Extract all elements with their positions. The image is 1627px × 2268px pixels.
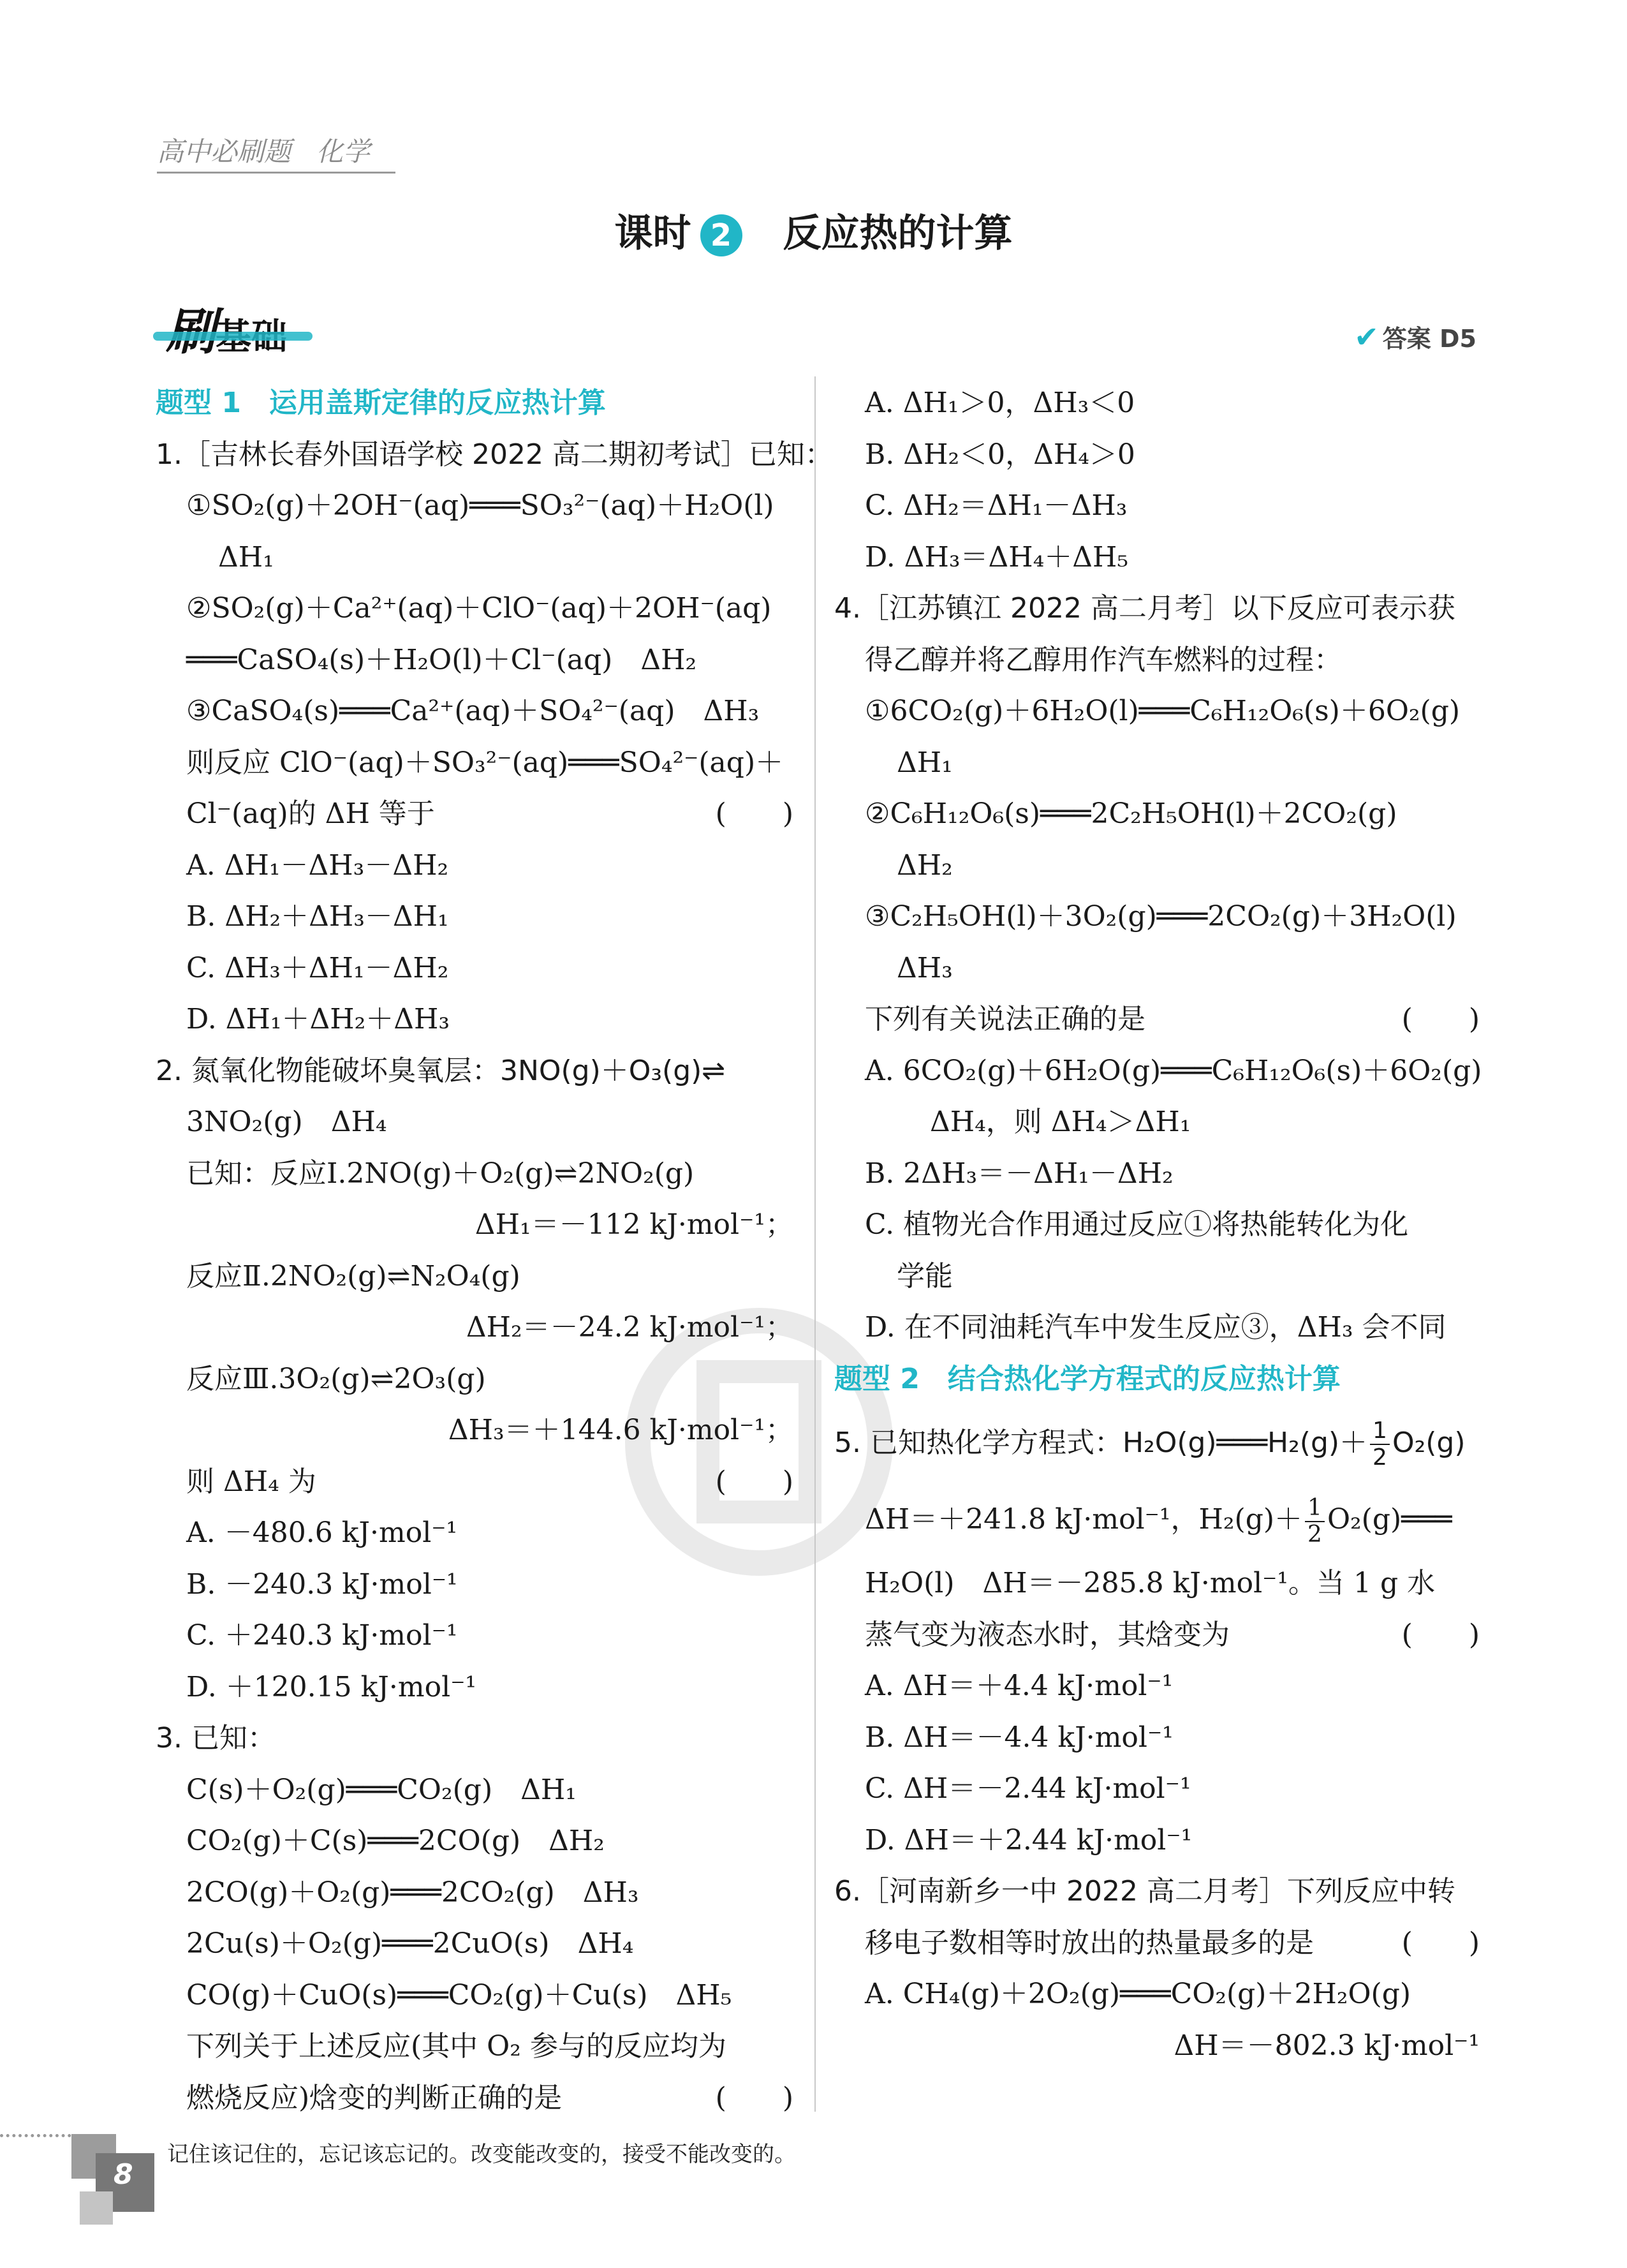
text-line — [834, 891, 1480, 943]
line-text: Cl⁻(aq)的 ΔH 等于 — [186, 797, 435, 830]
line-text: B. ΔH₂＜0，ΔH₄＞0 — [865, 438, 1135, 471]
line-text: D. ΔH＝＋2.44 kJ·mol⁻¹ — [865, 1823, 1193, 1857]
line-text: ΔH₃ — [897, 951, 953, 984]
text-line — [834, 994, 1480, 1046]
footer-motto: 记住该记住的，忘记该忘记的。改变能改变的，接受不能改变的。 — [167, 2142, 796, 2167]
line-text: 题型 1 运用盖斯定律的反应热计算 — [156, 387, 606, 419]
line-text: ΔH₁ — [218, 540, 274, 574]
footer-square-decoration — [80, 2191, 113, 2225]
question-line — [834, 583, 1480, 635]
text-line — [156, 686, 793, 737]
section-badge — [166, 292, 287, 364]
line-text: CO₂(g)＋C(s)═══2CO(g) ΔH₂ — [186, 1825, 605, 1857]
text-line — [156, 1251, 793, 1303]
line-text: A. －480.6 kJ·mol⁻¹ — [186, 1516, 458, 1549]
line-text: A. ΔH₁＞0，ΔH₃＜0 — [865, 387, 1135, 419]
text-line — [156, 532, 793, 584]
section-heading — [834, 1354, 1480, 1405]
line-text: ΔH＝－802.3 kJ·mol⁻¹ — [1174, 2029, 1480, 2062]
left-column — [156, 378, 833, 2124]
text-line — [156, 1765, 793, 1816]
text-line — [834, 532, 1480, 584]
subject-name: 化学 — [316, 136, 371, 167]
line-text: 燃烧反应)焓变的判断正确的是 — [186, 2081, 563, 2114]
question-line — [156, 429, 833, 481]
text-line — [834, 1302, 1480, 1354]
line-text: 2CO(g)＋O₂(g)═══2CO₂(g) ΔH₃ — [186, 1876, 639, 1909]
line-text: 6.［河南新乡一中 2022 高二月考］下列反应中转 — [834, 1875, 1455, 1908]
page-footer — [0, 2128, 1627, 2268]
line-text: C. ΔH＝－2.44 kJ·mol⁻¹ — [865, 1772, 1191, 1805]
line-text: D. ΔH₃＝ΔH₄＋ΔH₅ — [865, 540, 1129, 574]
line-text: 反应Ⅱ.2NO₂(g)⇌N₂O₄(g) — [186, 1259, 520, 1293]
line-text: 题型 2 结合热化学方程式的反应热计算 — [834, 1362, 1341, 1395]
fraction-denominator: 2 — [1373, 1444, 1387, 1471]
text-line — [156, 635, 793, 686]
line-text: 下列有关说法正确的是 — [865, 1003, 1145, 1035]
line-text: ②C₆H₁₂O₆(s)═══2C₂H₅OH(l)＋2CO₂(g) — [865, 797, 1397, 830]
lesson-name: 反应热的计算 — [783, 211, 1013, 256]
answer-bracket: ( ) — [715, 797, 793, 830]
line-text: 则 ΔH₄ 为 — [186, 1465, 316, 1498]
line-text-after: O₂(g) — [1392, 1427, 1466, 1459]
fraction-numerator: 1 — [1305, 1497, 1325, 1522]
answer-bracket: ( ) — [1401, 1618, 1480, 1651]
line-text: 3. 已知： — [156, 1722, 276, 1754]
line-text: ①6CO₂(g)＋6H₂O(l)═══C₆H₁₂O₆(s)＋6O₂(g) — [865, 695, 1461, 727]
line-text: 2Cu(s)＋O₂(g)═══2CuO(s) ΔH₄ — [186, 1927, 634, 1960]
fraction — [1305, 1494, 1325, 1548]
line-text: A. 6CO₂(g)＋6H₂O(g)═══C₆H₁₂O₆(s)＋6O₂(g) — [865, 1054, 1482, 1087]
line-text: ③C₂H₅OH(l)＋3O₂(g)═══2CO₂(g)＋3H₂O(l) — [865, 900, 1457, 933]
line-text: ΔH₃＝＋144.6 kJ·mol⁻¹； — [448, 1414, 793, 1446]
text-line — [834, 378, 1480, 429]
text-line — [834, 480, 1480, 532]
line-text: ΔH₂＝－24.2 kJ·mol⁻¹； — [466, 1311, 793, 1344]
text-line — [156, 840, 793, 892]
line-text: ΔH₁＝－112 kJ·mol⁻¹； — [475, 1208, 793, 1241]
line-text: C. ΔH₃＋ΔH₁－ΔH₂ — [186, 951, 449, 984]
lesson-title — [0, 203, 1627, 258]
line-text: D. ＋120.15 kJ·mol⁻¹ — [186, 1670, 477, 1703]
answer-bracket: ( ) — [715, 1465, 793, 1498]
answer-reference — [1354, 319, 1476, 354]
right-column — [834, 378, 1480, 2072]
text-line — [834, 1148, 1480, 1200]
line-text: CO(g)＋CuO(s)═══CO₂(g)＋Cu(s) ΔH₅ — [186, 1978, 732, 2012]
brush-stroke-decoration — [153, 332, 313, 341]
text-line — [156, 583, 793, 635]
text-line — [156, 1867, 793, 1919]
text-line — [834, 686, 1480, 737]
line-text: 移电子数相等时放出的热量最多的是 — [865, 1926, 1314, 1959]
text-line — [834, 1815, 1480, 1867]
line-text: 下列关于上述反应(其中 O₂ 参与的反应均为 — [186, 2030, 726, 2063]
line-text: 已知：反应Ⅰ.2NO(g)＋O₂(g)⇌2NO₂(g) — [186, 1157, 695, 1190]
text-line — [834, 943, 1480, 995]
checkmark-icon: ✔ — [1354, 320, 1379, 354]
text-line — [156, 1610, 793, 1662]
text-line — [834, 1918, 1480, 1969]
line-text: 3NO₂(g) ΔH₄ — [186, 1106, 387, 1138]
text-line — [156, 789, 793, 840]
line-text: 则反应 ClO⁻(aq)＋SO₃²⁻(aq)═══SO₄²⁻(aq)＋ — [186, 746, 784, 779]
text-line — [156, 1970, 793, 2022]
text-line — [156, 891, 793, 943]
text-line — [156, 943, 793, 995]
text-line — [834, 840, 1480, 892]
text-line — [156, 1097, 793, 1148]
line-text-after: O₂(g)═══ — [1327, 1503, 1452, 1536]
answer-bracket: ( ) — [1401, 1926, 1480, 1959]
line-text: D. 在不同油耗汽车中发生反应③，ΔH₃ 会不同 — [865, 1311, 1447, 1344]
text-line — [156, 2021, 793, 2073]
line-text: A. ΔH₁－ΔH₃－ΔH₂ — [186, 849, 449, 882]
text-line — [156, 994, 793, 1046]
text-line — [156, 1456, 793, 1508]
text-line — [156, 1816, 793, 1867]
line-text: 学能 — [897, 1259, 953, 1293]
line-text: ΔH₁ — [897, 746, 953, 779]
running-header — [157, 131, 395, 174]
line-text: C. ＋240.3 kJ·mol⁻¹ — [186, 1619, 458, 1652]
column-divider — [814, 376, 816, 2112]
text-line — [834, 737, 1480, 789]
line-text: A. ΔH＝＋4.4 kJ·mol⁻¹ — [865, 1670, 1174, 1702]
text-line — [834, 429, 1480, 481]
text-line — [834, 1046, 1480, 1097]
line-text: ΔH₄，则 ΔH₄＞ΔH₁ — [930, 1106, 1191, 1138]
text-line — [834, 2020, 1480, 2072]
question-line — [834, 1405, 1480, 1481]
text-line — [834, 1481, 1480, 1558]
text-line — [156, 1918, 793, 1970]
line-text: B. 2ΔH₃＝－ΔH₁－ΔH₂ — [865, 1157, 1174, 1190]
text-line — [834, 1199, 1480, 1251]
line-text: 1.［吉林长春外国语学校 2022 高二期初考试］已知： — [156, 438, 833, 471]
page-number: 8 — [114, 2158, 133, 2191]
line-text: ΔH₂ — [897, 849, 953, 882]
line-text: H₂O(l) ΔH＝－285.8 kJ·mol⁻¹。当 1 g 水 — [865, 1567, 1436, 1599]
lesson-number-badge: 2 — [700, 214, 742, 256]
line-text: 2. 氮氧化物能破坏臭氧层：3NO(g)＋O₃(g)⇌ — [156, 1054, 726, 1087]
line-text: C(s)＋O₂(g)═══CO₂(g) ΔH₁ — [186, 1773, 577, 1806]
text-line — [156, 480, 793, 532]
lesson-prefix: 课时 — [614, 211, 691, 256]
text-line — [834, 789, 1480, 840]
text-line — [156, 1354, 793, 1405]
line-text: ①SO₂(g)＋2OH⁻(aq)═══SO₃²⁻(aq)＋H₂O(l) — [186, 489, 774, 522]
text-line — [156, 1199, 793, 1251]
answer-bracket: ( ) — [1401, 1003, 1480, 1035]
line-text: ②SO₂(g)＋Ca²⁺(aq)＋ClO⁻(aq)＋2OH⁻(aq) — [186, 592, 772, 625]
line-text: B. ΔH₂＋ΔH₃－ΔH₁ — [186, 900, 449, 933]
answer-ref-text: 答案 D5 — [1382, 325, 1476, 353]
line-text: ═══CaSO₄(s)＋H₂O(l)＋Cl⁻(aq) ΔH₂ — [186, 643, 697, 676]
line-text: ΔH＝＋241.8 kJ·mol⁻¹，H₂(g)＋ — [865, 1503, 1303, 1536]
text-line — [834, 635, 1480, 686]
text-line — [156, 1148, 793, 1200]
text-line — [834, 1969, 1480, 2020]
line-text: A. CH₄(g)＋2O₂(g)═══CO₂(g)＋2H₂O(g) — [865, 1978, 1411, 2010]
fraction-denominator: 2 — [1307, 1521, 1322, 1548]
text-line — [834, 1610, 1480, 1661]
book-name: 高中必刷题 — [157, 136, 291, 167]
question-line — [156, 1713, 793, 1765]
line-text: B. －240.3 kJ·mol⁻¹ — [186, 1568, 458, 1601]
text-line — [156, 1559, 793, 1611]
line-text: ③CaSO₄(s)═══Ca²⁺(aq)＋SO₄²⁻(aq) ΔH₃ — [186, 695, 760, 727]
text-line — [156, 1302, 793, 1354]
question-line — [156, 1046, 793, 1097]
line-text: 得乙醇并将乙醇用作汽车燃料的过程： — [865, 643, 1342, 676]
line-text: 反应Ⅲ.3O₂(g)⇌2O₃(g) — [186, 1362, 486, 1395]
fraction — [1370, 1419, 1390, 1469]
fraction-numerator: 1 — [1370, 1419, 1390, 1445]
text-line — [834, 1558, 1480, 1610]
text-line — [834, 1251, 1480, 1303]
text-line — [834, 1763, 1480, 1815]
line-text: C. 植物光合作用通过反应①将热能转化为化 — [865, 1208, 1409, 1241]
line-text: 5. 已知热化学方程式：H₂O(g)═══H₂(g)＋ — [834, 1427, 1368, 1459]
text-line — [834, 1661, 1480, 1712]
text-line — [834, 1712, 1480, 1764]
line-text: 4.［江苏镇江 2022 高二月考］以下反应可表示获 — [834, 592, 1455, 625]
text-line — [156, 1508, 793, 1559]
line-text: C. ΔH₂＝ΔH₁－ΔH₃ — [865, 489, 1128, 522]
text-line — [834, 1097, 1480, 1148]
line-text: 蒸气变为液态水时，其焓变为 — [865, 1618, 1230, 1651]
text-line — [156, 1662, 793, 1714]
answer-bracket: ( ) — [715, 2081, 793, 2114]
question-line — [834, 1866, 1480, 1918]
line-text: B. ΔH＝－4.4 kJ·mol⁻¹ — [865, 1721, 1174, 1754]
text-line — [156, 1405, 793, 1456]
section-heading — [156, 378, 793, 429]
text-line — [156, 737, 793, 789]
text-line — [156, 2073, 793, 2124]
line-text: D. ΔH₁＋ΔH₂＋ΔH₃ — [186, 1003, 450, 1035]
